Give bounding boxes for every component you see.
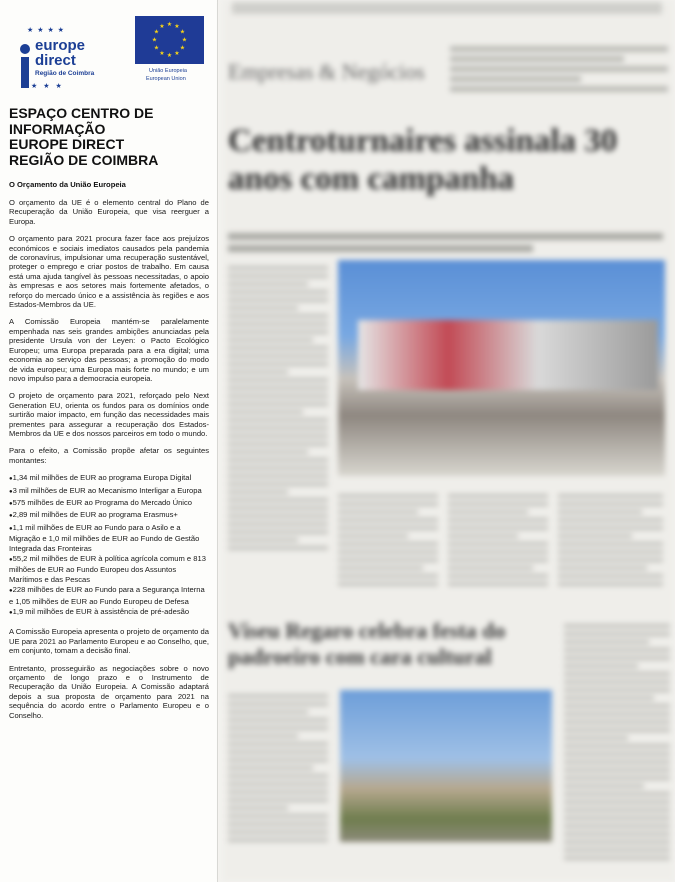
logo-text-europe: europe bbox=[35, 37, 86, 54]
list-item: ● 3 mil milhões de EUR ao Mecanismo Interligar a Europa bbox=[9, 486, 209, 497]
svg-text:★: ★ bbox=[153, 44, 160, 52]
title-line: ESPAÇO CENTRO DE bbox=[9, 105, 154, 121]
newspaper-column bbox=[338, 490, 438, 590]
title-line: REGIÃO DE COIMBRA bbox=[9, 151, 159, 168]
newspaper-photo-building bbox=[338, 260, 665, 476]
paragraph: Entretanto, prosseguirão as negociações sobre o novo orçamento de longo prazo e o Instrumento de Recuperação da União Europeia. A Comissão adaptará depois a sua proposta de orçamento para 2021 na sequência do acordo entre o Parlamento Europeu e o Conselho. bbox=[9, 663, 209, 720]
list-item: ● 1,9 mil milhões de EUR à assistência de pré-adesão bbox=[9, 607, 209, 618]
svg-text:★: ★ bbox=[159, 23, 165, 30]
stars-arc-icon: ★ ★ ★ ★ bbox=[27, 27, 65, 34]
logo-text-direct: direct bbox=[35, 52, 76, 69]
info-insert bbox=[0, 0, 218, 882]
paragraph: A Comissão Europeia apresenta o projeto de orçamento da UE para 2021 ao Parlamento Europeu e ao Conselho, que, em conjunto, tomam a decisão final. bbox=[9, 627, 209, 656]
svg-text:★: ★ bbox=[166, 52, 173, 59]
newspaper-column bbox=[558, 490, 663, 590]
list-item: ● 2,89 mil milhões de EUR ao programa Erasmus+ bbox=[9, 510, 209, 521]
svg-text:★: ★ bbox=[151, 36, 158, 44]
svg-text:★: ★ bbox=[174, 23, 180, 30]
eu-flag-icon bbox=[135, 16, 204, 64]
amounts-list bbox=[9, 473, 209, 618]
list-item: ● 1,34 mil milhões de EUR ao programa Europa Digital bbox=[9, 473, 209, 484]
paragraph: Para o efeito, a Comissão propõe afetar os seguintes montantes: bbox=[9, 446, 209, 465]
newspaper-lead bbox=[228, 228, 663, 257]
title-line: EUROPE DIRECT bbox=[9, 136, 125, 152]
newspaper-column bbox=[228, 690, 328, 846]
eu-label-en: European Union bbox=[146, 76, 186, 82]
svg-text:★: ★ bbox=[159, 50, 165, 57]
list-item: ● 55,2 mil milhões de EUR à política agrícola comum e 813 milhões de EUR ao Fundo Europeu dos Assuntos Marítimos e das Pescas bbox=[9, 554, 209, 584]
stars-arc-icon: ★ ★ ★ bbox=[31, 83, 64, 90]
eu-label-pt: União Europeia bbox=[149, 68, 187, 74]
list-item: ● 228 milhões de EUR ao Fundo para a Segurança Interna e 1,05 milhões de EUR ao Fundo Europeu de Defesa bbox=[9, 585, 209, 606]
newspaper-side-box bbox=[450, 42, 668, 102]
list-item: ● 1,1 mil milhões de EUR ao Fundo para o Asilo e a Migração e 1,0 mil milhões de EUR ao Fundo de Gestão Integrada das Fronteiras bbox=[9, 523, 209, 553]
europe-direct-logo bbox=[17, 20, 112, 90]
paragraph: A Comissão Europeia mantém-se paralelamente empenhada nas seis grandes ambições anunciadas pela presidente Ursula von der Leyen: o Pacto Ecológico Europeu; uma Europa preparada para a era digital; uma economia ao serviço das pessoas; a promoção do modo de vida europeu; uma Europa mais forte no mundo; e um novo impulso para a democracia europeia. bbox=[9, 317, 209, 383]
newspaper-headline-2: Viseu Regaro celebra festa do padroeiro com cara cultural bbox=[228, 618, 506, 669]
newspaper-header-bar bbox=[232, 2, 662, 14]
svg-text:★: ★ bbox=[153, 28, 160, 36]
svg-text:★: ★ bbox=[166, 21, 173, 28]
newspaper-column bbox=[228, 262, 328, 554]
svg-text:★: ★ bbox=[174, 50, 180, 57]
insert-title bbox=[9, 106, 209, 168]
paragraph: O projeto de orçamento para 2021, reforçado pelo Next Generation EU, orienta os fundos para os domínios onde surtirão maior impacto, em função das necessidades mais prementes para assegurar a recuperação dos Estados-Membros da UE e dos nossos parceiros em todo o mundo. bbox=[9, 391, 209, 438]
insert-subtitle: O Orçamento da União Europeia bbox=[9, 180, 126, 189]
paragraph: O orçamento para 2021 procura fazer face aos prejuízos económicos e sociais imediatos causados pela pandemia de coronavírus, impulsionar uma recuperação sustentável, proteger o emprego e criar postos de trabalho. Em causa está uma ajuda tangível às pessoas necessitadas, o apoio às empresas e aos setores mais fortemente afetados, o reforço do mercado único e a assistência às regiões e aos Estados-Membros da UE. bbox=[9, 234, 209, 310]
logo-row bbox=[9, 10, 209, 90]
paragraph: O orçamento da UE é o elemento central do Plano de Recuperação da União Europeia, que visa reerguer a Europa. bbox=[9, 198, 209, 226]
title-line: INFORMAÇÃO bbox=[9, 120, 106, 137]
svg-text:★: ★ bbox=[181, 36, 188, 44]
blurred-newspaper-page bbox=[222, 0, 675, 882]
newspaper-right-column bbox=[564, 620, 670, 864]
newspaper-headline: Centroturnaires assinala 30 anos com campanha bbox=[228, 123, 618, 197]
newspaper-section-title: Empresas & Negócios bbox=[228, 59, 425, 84]
logo-text-region: Região de Coimbra bbox=[35, 70, 95, 77]
list-item: ● 575 milhões de EUR ao Programa do Mercado Único bbox=[9, 498, 209, 509]
newspaper-column bbox=[448, 490, 548, 590]
info-i-icon bbox=[19, 44, 31, 88]
svg-text:★: ★ bbox=[179, 44, 186, 52]
svg-text:★: ★ bbox=[179, 28, 186, 36]
newspaper-photo-church bbox=[340, 690, 552, 842]
